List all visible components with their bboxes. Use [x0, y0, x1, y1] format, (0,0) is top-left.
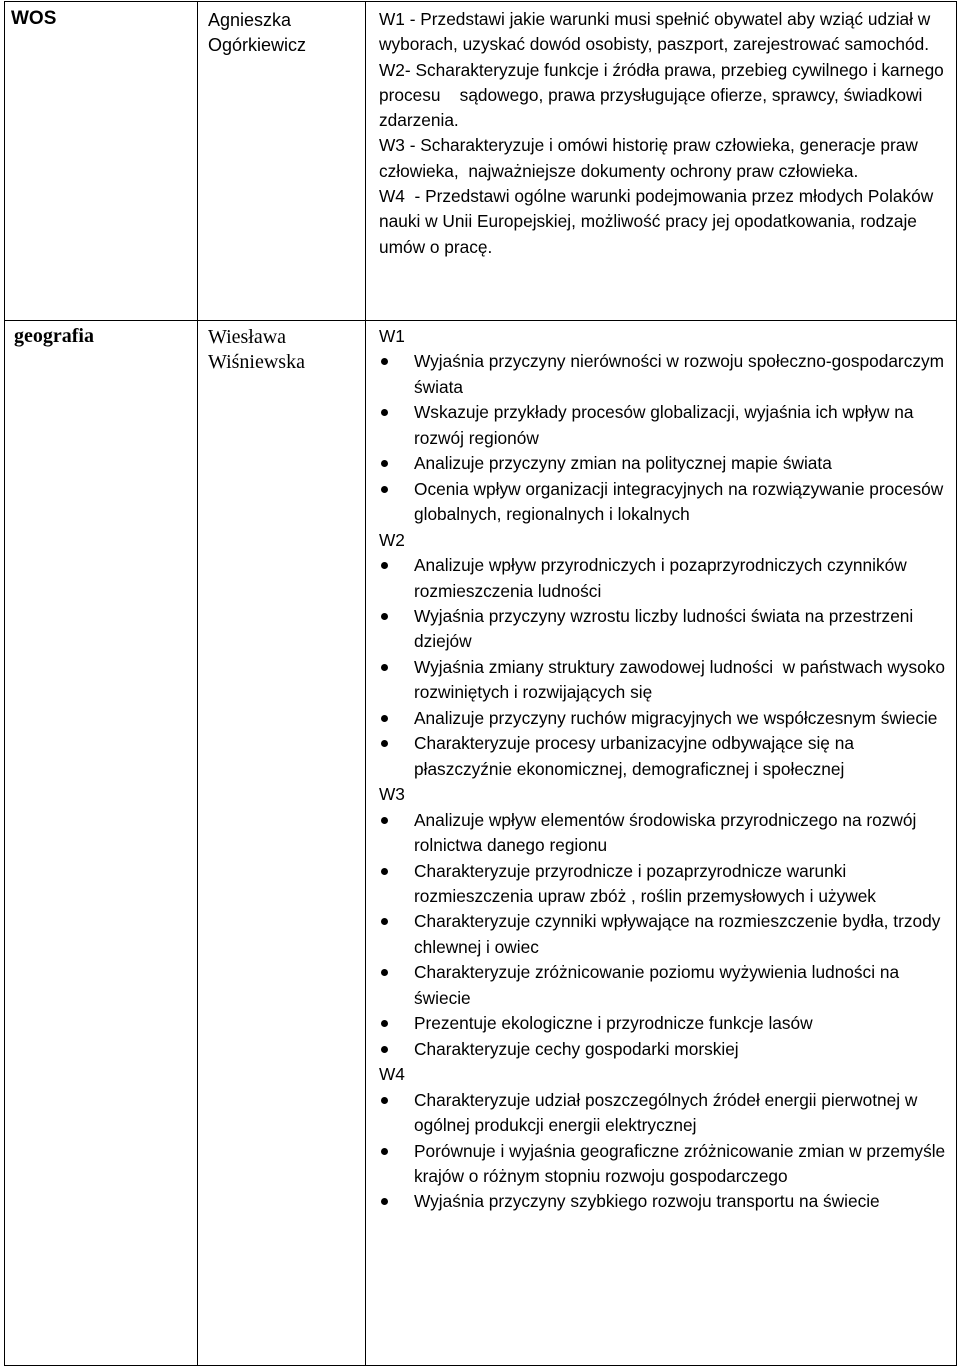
requirement-paragraph: W3 - Scharakteryzuje i omówi historię praw człowieka, generacje praw człowieka, najważniejsze dokumenty ochrony praw człowieka. [379, 135, 918, 181]
bullet-icon [381, 817, 388, 824]
requirement-list [379, 553, 952, 782]
bullet-icon [381, 1020, 388, 1027]
bullet-icon [381, 562, 388, 569]
teacher-cell [198, 321, 366, 1366]
bullet-icon [381, 1097, 388, 1104]
bullet-icon [381, 1046, 388, 1053]
bullet-icon [381, 918, 388, 925]
list-item-text: Analizuje wpływ przyrodniczych i pozaprzyrodniczych czynników rozmieszczenia ludności [414, 555, 907, 601]
subject-cell [5, 2, 198, 321]
list-item-text: Wyjaśnia zmiany struktury zawodowej ludności w państwach wysoko rozwiniętych i rozwijających się [414, 656, 945, 703]
requirement-level-label: W4 [379, 1064, 405, 1085]
list-item [379, 1011, 952, 1036]
list-item [379, 604, 952, 655]
list-item [379, 349, 952, 400]
requirements-cell [366, 2, 957, 321]
list-item-text: Analizuje przyczyny ruchów migracyjnych we współczesnym świecie [414, 707, 938, 728]
bullet-icon [381, 715, 388, 722]
bullet-icon [381, 358, 388, 365]
requirement-paragraph: W4 - Przedstawi ogólne warunki podejmowania przez młodych Polaków nauki w Unii Europejskiej, możliwość pracy jej opodatkowania, rodzaje umów o pracę. [379, 186, 934, 257]
list-item [379, 859, 952, 910]
bullet-icon [381, 460, 388, 467]
list-item-text: Charakteryzuje przyrodnicze i pozaprzyrodnicze warunki rozmieszczenia upraw zbóż , roślin przemysłowych i używek [414, 860, 876, 906]
list-item-text: Charakteryzuje czynniki wpływające na rozmieszczenie bydła, trzody chlewnej i owiec [414, 911, 941, 957]
list-item-text: Charakteryzuje cechy gospodarki morskiej [414, 1038, 739, 1059]
list-item [379, 706, 952, 731]
list-item-text: Charakteryzuje procesy urbanizacyjne odbywające się na płaszczyźnie ekonomicznej, demograficznej i społecznej [414, 733, 854, 779]
requirement-list [379, 349, 952, 527]
list-item [379, 909, 952, 960]
requirement-paragraph: W2- Scharakteryzuje funkcje i źródła prawa, przebieg cywilnego i karnego procesu sądowego, prawa przysługujące ofierze, sprawcy, świadkowi zdarzenia. [379, 59, 944, 131]
list-item-text: Analizuje przyczyny zmian na politycznej mapie świata [414, 453, 832, 474]
table-row [5, 321, 957, 1366]
list-item [379, 655, 952, 706]
bullet-icon [381, 1148, 388, 1155]
requirement-list [379, 1088, 952, 1215]
list-item-text: Ocenia wpływ organizacji integracyjnych na rozwiązywanie procesów globalnych, regionalnych i lokalnych [414, 478, 944, 525]
list-item-text: Analizuje wpływ elementów środowiska przyrodniczego na rozwój rolnictwa danego regionu [414, 809, 917, 856]
list-item-text: Wskazuje przykłady procesów globalizacji, wyjaśnia ich wpływ na rozwój regionów [414, 402, 914, 448]
requirements-text [366, 2, 956, 260]
list-item-text: Wyjaśnia przyczyny szybkiego rozwoju transportu na świecie [414, 1191, 880, 1212]
table-row [5, 2, 957, 321]
bullet-icon [381, 740, 388, 747]
bullet-icon [381, 969, 388, 976]
subject-name: WOS [11, 8, 57, 29]
list-item [379, 1139, 952, 1190]
teacher-name: Wiesława Wiśniewska [208, 326, 305, 373]
requirements-cell [366, 321, 957, 1366]
list-item [379, 808, 952, 859]
list-item [379, 553, 952, 604]
bullet-icon [381, 1198, 388, 1205]
teacher-cell [198, 2, 366, 321]
list-item [379, 400, 952, 451]
bullet-icon [381, 664, 388, 671]
list-item-text: Charakteryzuje zróżnicowanie poziomu wyżywienia ludności na świecie [414, 962, 900, 1008]
bullet-icon [381, 868, 388, 875]
requirement-paragraph: W1 - Przedstawi jakie warunki musi spełnić obywatel aby wziąć udział w wyborach, uzyskać dowód osobisty, paszport, zarejestrować samochód. [379, 9, 931, 55]
list-item [379, 1189, 952, 1214]
requirement-list [379, 808, 952, 1063]
list-item [379, 1088, 952, 1139]
list-item-text: Wyjaśnia przyczyny wzrostu liczby ludności świata na przestrzeni dziejów [414, 605, 914, 652]
list-item [379, 960, 952, 1011]
list-item-text: Porównuje i wyjaśnia geograficzne zróżnicowanie zmian w przemyśle krajów o różnym stopniu rozwoju gospodarczego [414, 1140, 946, 1186]
list-item [379, 451, 952, 476]
requirement-level-label: W3 [379, 784, 405, 805]
subject-cell [5, 321, 198, 1366]
list-item-text: Wyjaśnia przyczyny nierówności w rozwoju społeczno-gospodarczym świata [414, 351, 945, 397]
requirement-level-label: W1 [379, 326, 405, 346]
requirements-table [4, 1, 957, 1366]
subject-name: geografia [14, 325, 94, 347]
teacher-name: Agnieszka Ogórkiewicz [208, 10, 307, 55]
requirement-level-label: W2 [379, 529, 405, 550]
list-item-text: Prezentuje ekologiczne i przyrodnicze funkcje lasów [414, 1013, 813, 1034]
requirements-list [366, 321, 956, 1215]
bullet-icon [381, 486, 388, 493]
bullet-icon [381, 409, 388, 416]
bullet-icon [381, 613, 388, 620]
list-item [379, 731, 952, 782]
list-item-text: Charakteryzuje udział poszczególnych źródeł energii pierwotnej w ogólnej produkcji energii elektrycznej [414, 1089, 918, 1136]
list-item [379, 1037, 952, 1062]
list-item [379, 477, 952, 528]
